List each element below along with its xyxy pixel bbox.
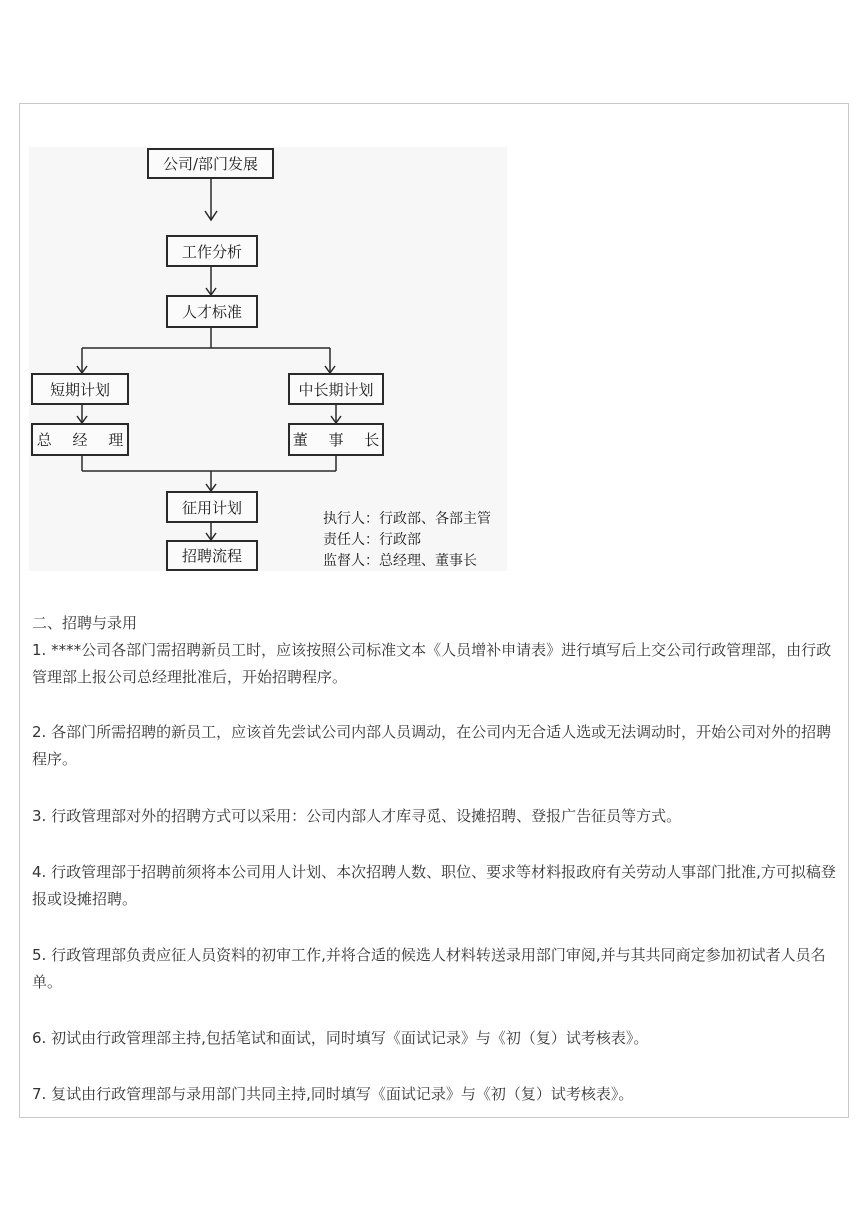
responsible-line: 责任人：行政部 <box>323 532 421 548</box>
box-mid-long-term-plan: 中长期计划 <box>288 373 384 405</box>
box-talent-standard: 人才标准 <box>166 295 258 328</box>
box-company-development: 公司/部门发展 <box>147 148 274 179</box>
section-title: 二、招聘与录用 <box>32 614 138 632</box>
paragraph-6: 6. 初试由行政管理部主持,包括笔试和面试，同时填写《面试记录》与《初（复）试考核表》。 <box>32 1029 649 1047</box>
paragraph-5: 5. 行政管理部负责应征人员资料的初审工作,并将合适的候选人材料转送录用部门审阅,并与其共同商定参加初试者人员名单。 <box>32 946 826 991</box>
box-general-manager: 总 经 理 <box>31 423 129 456</box>
responsibility-note <box>323 509 491 572</box>
box-recruitment-process: 招聘流程 <box>166 540 258 571</box>
paragraph-1: 1. ****公司各部门需招聘新员工时，应该按照公司标准文本《人员增补申请表》进行填写后上交公司行政管理部，由行政管理部上报公司总经理批准后，开始招聘程序。 <box>32 641 832 686</box>
box-short-term-plan: 短期计划 <box>31 373 129 405</box>
supervisor-line: 监督人：总经理、董事长 <box>323 553 477 569</box>
box-chairman: 董 事 长 <box>288 423 384 456</box>
paragraph-7: 7. 复试由行政管理部与录用部门共同主持,同时填写《面试记录》与《初（复）试考核表》。 <box>32 1085 634 1103</box>
paragraph-4: 4. 行政管理部于招聘前须将本公司用人计划、本次招聘人数、职位、要求等材料报政府有关劳动人事部门批准,方可拟稿登报或设摊招聘。 <box>32 863 836 908</box>
paragraph-3: 3. 行政管理部对外的招聘方式可以采用：公司内部人才库寻觅、设摊招聘、登报广告征员等方式。 <box>32 807 682 825</box>
box-hiring-plan: 征用计划 <box>166 491 258 523</box>
executor-line: 执行人：行政部、各部主管 <box>323 511 491 527</box>
paragraph-2: 2. 各部门所需招聘的新员工，应该首先尝试公司内部人员调动，在公司内无合适人选或无法调动时，开始公司对外的招聘程序。 <box>32 723 832 768</box>
box-job-analysis: 工作分析 <box>166 235 258 267</box>
